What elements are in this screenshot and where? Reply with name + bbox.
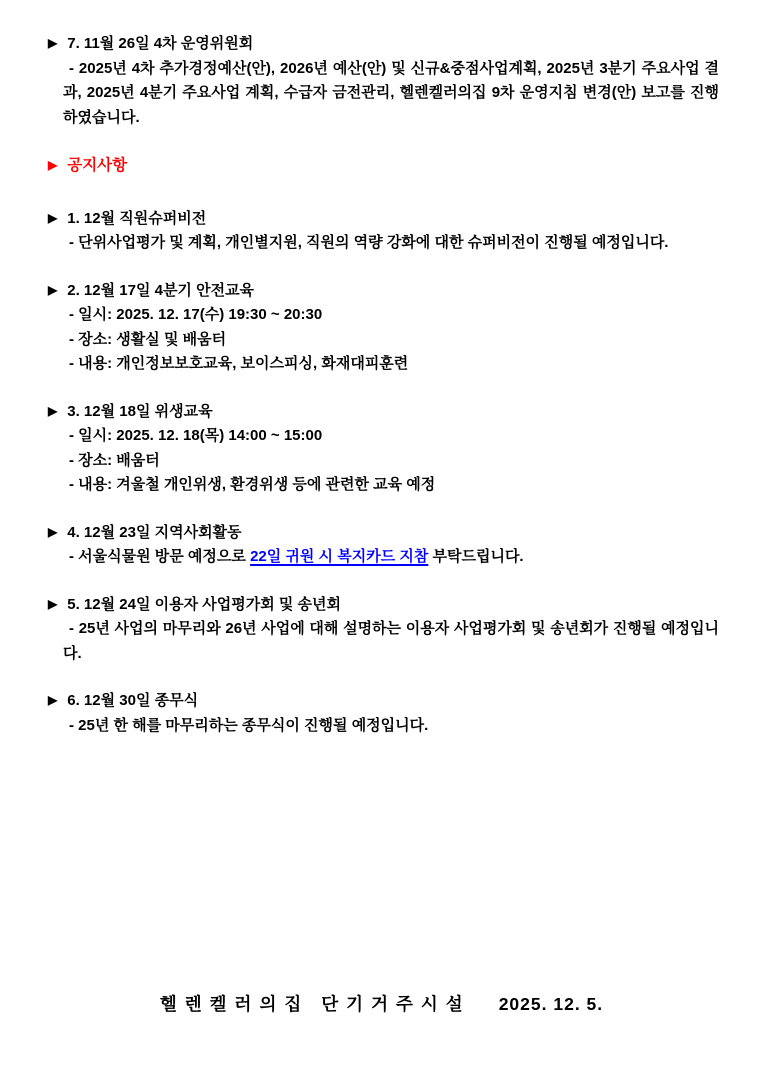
notice-item-location: - 장소: 배움터 <box>69 451 160 469</box>
notice-item-title-row <box>48 688 719 714</box>
notice-item-title: 4. 12월 23일 지역사회활동 <box>67 523 242 541</box>
bullet-arrow-icon: ▶ <box>48 524 58 539</box>
bullet-arrow-icon: ▶ <box>48 596 58 611</box>
notice-item-body: - 25년 한 해를 마무리하는 종무식이 진행될 예정입니다. <box>69 716 429 734</box>
notice-item-title: 2. 12월 17일 4분기 안전교육 <box>67 281 255 299</box>
report-item-body: - 2025년 4차 추가경정예산(안), 2026년 예산(안) 및 신규&중점사업계획, 2025년 3분기 주요사업 결과, 2025년 4분기 주요사업 계획, 수급자 금전관리, 헬렌켈러의집 9차 운영지침 변경(안) 보고를 진행하였습니다. <box>63 59 719 126</box>
notice-body-suffix: 부탁드립니다. <box>428 548 524 565</box>
notice-item-title-row <box>48 399 719 425</box>
welfare-card-link[interactable]: 22일 귀원 시 복지카드 지참 <box>250 548 429 565</box>
notice-item-location: - 장소: 생활실 및 배움터 <box>69 330 227 348</box>
notice-item-6 <box>48 688 719 738</box>
notice-item-title: 1. 12월 직원슈퍼비전 <box>67 209 207 227</box>
document-footer <box>0 992 763 1017</box>
notice-item-content: - 내용: 개인정보보호교육, 보이스피싱, 화재대피훈련 <box>69 355 409 372</box>
notice-item-5 <box>48 592 719 667</box>
notice-section-heading <box>48 153 719 179</box>
bullet-arrow-icon: ▶ <box>48 282 58 297</box>
notice-item-content: - 내용: 겨울철 개인위생, 환경위생 등에 관련한 교육 예정 <box>69 476 436 493</box>
facility-name: 헬렌켈러의집 <box>159 994 310 1014</box>
notice-item-body: - 단위사업평가 및 계획, 개인별지원, 직원의 역량 강화에 대한 슈퍼비전이 진행될 예정입니다. <box>69 234 669 251</box>
notice-item-title-row <box>48 206 719 232</box>
notice-item-body <box>63 545 719 570</box>
notice-item-title-row <box>48 278 719 304</box>
notice-item-body: - 25년 사업의 마무리와 26년 사업에 대해 설명하는 이용자 사업평가회 및 송년회가 진행될 예정입니다. <box>63 620 719 662</box>
notice-item-title: 5. 12월 24일 이용자 사업평가회 및 송년회 <box>67 595 341 613</box>
bullet-arrow-icon: ▶ <box>48 403 58 418</box>
report-item-title: 7. 11월 26일 4차 운영위원회 <box>67 35 254 52</box>
notice-arrow-icon: ▶ <box>48 158 58 172</box>
notice-item-title-row <box>48 520 719 546</box>
notice-item-datetime: - 일시: 2025. 12. 18(목) 14:00 ~ 15:00 <box>69 427 323 444</box>
notice-body-prefix: - 서울식물원 방문 예정으로 <box>69 548 251 565</box>
footer-date: 2025. 12. 5. <box>498 994 604 1014</box>
notice-item-2 <box>48 278 719 377</box>
notice-heading-text: 공지사항 <box>67 157 128 174</box>
report-item-7 <box>48 31 719 130</box>
notice-item-datetime: - 일시: 2025. 12. 17(수) 19:30 ~ 20:30 <box>69 306 323 323</box>
notice-item-title: 6. 12월 30일 종무식 <box>67 692 199 709</box>
bullet-arrow-icon: ▶ <box>48 693 58 707</box>
bullet-arrow-icon: ▶ <box>48 210 58 225</box>
notice-item-title-row <box>48 592 719 618</box>
facility-type: 단기거주시설 <box>321 994 471 1014</box>
notice-item-1 <box>48 206 719 256</box>
notice-item-title: 3. 12월 18일 위생교육 <box>67 402 213 420</box>
report-item-title-row <box>48 31 719 57</box>
bullet-arrow-icon: ▶ <box>48 36 58 50</box>
notice-item-4 <box>48 520 719 570</box>
notice-item-3 <box>48 399 719 498</box>
